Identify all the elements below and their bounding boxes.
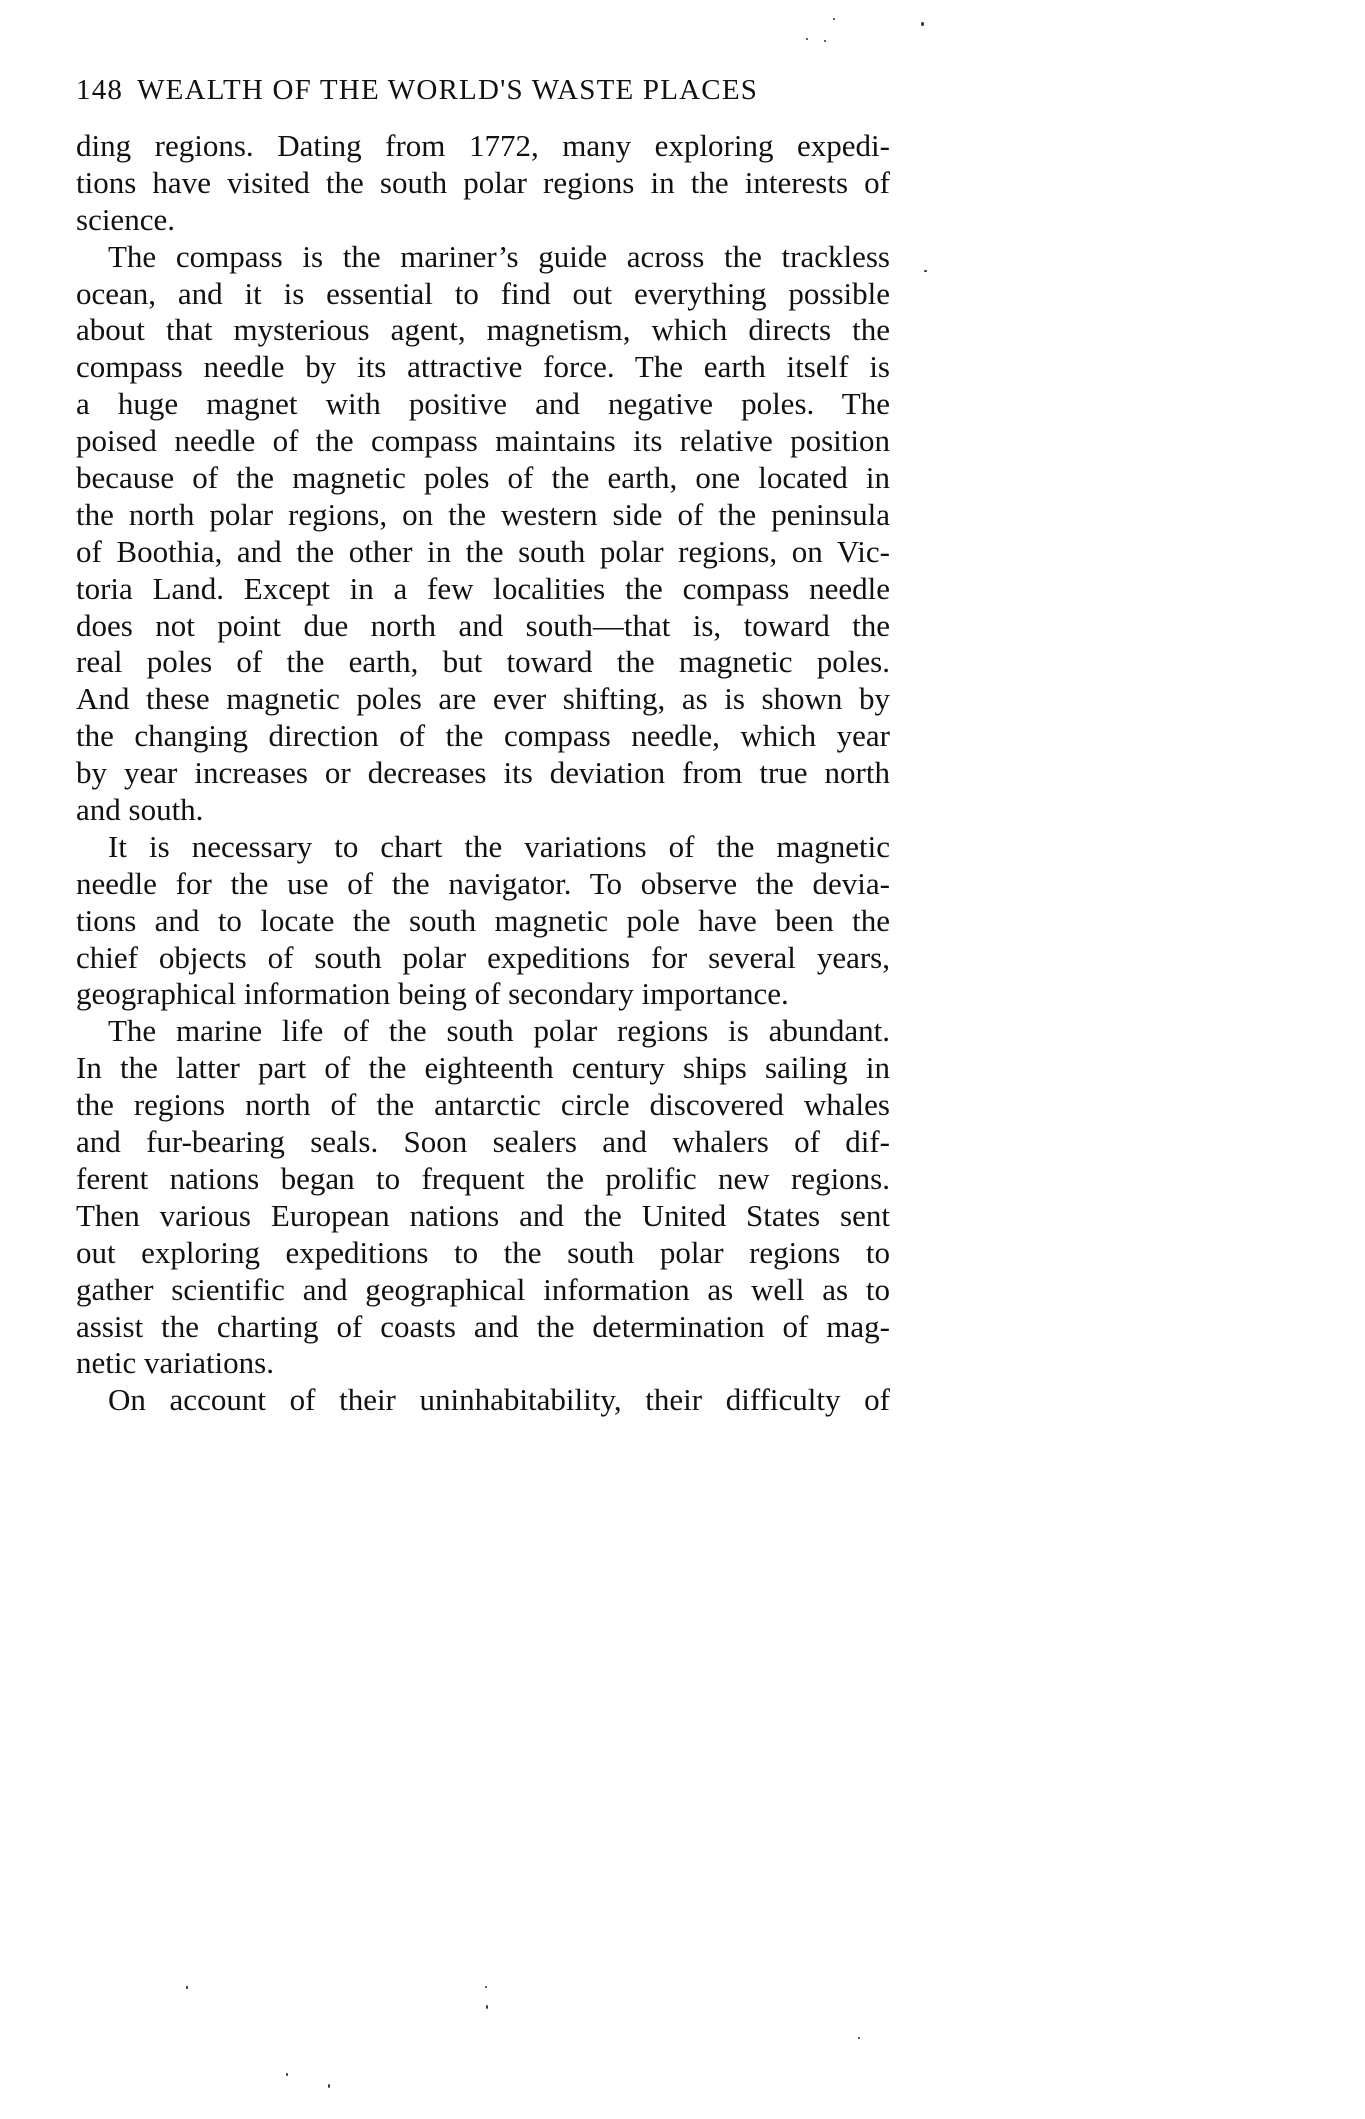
text-line: and fur-bearing seals. Soon sealers and whalers of dif- [76, 1124, 890, 1160]
text-line: the north polar regions, on the western side of the peninsula [76, 496, 890, 532]
text-line: tions have visited the south polar regions in the interests of [76, 164, 890, 200]
text-line: needle for the use of the navigator. To observe the devia- [76, 865, 890, 901]
paragraph [76, 1013, 890, 1382]
text-line: assist the charting of coasts and the determination of mag- [76, 1308, 890, 1344]
text-line: netic variations. [76, 1345, 274, 1381]
text-line: compass needle by its attractive force. The earth itself is [76, 349, 890, 385]
paragraph [76, 829, 890, 1013]
text-line: the regions north of the antarctic circle discovered whales [76, 1087, 890, 1123]
text-line: poised needle of the compass maintains its relative position [76, 423, 890, 459]
text-line: It is necessary to chart the variations of the magnetic [108, 828, 890, 864]
scan-speck [186, 1986, 188, 1989]
text-line: does not point due north and south—that is, toward the [76, 607, 890, 643]
text-line: real poles of the earth, but toward the magnetic poles. [76, 644, 890, 680]
text-line: because of the magnetic poles of the earth, one located in [76, 460, 890, 496]
scan-speck [806, 38, 808, 40]
text-line: by year increases or decreases its deviation from true north [76, 755, 890, 791]
text-line: tions and to locate the south magnetic pole have been the [76, 902, 890, 938]
text-line: chief objects of south polar expeditions for several years, [76, 939, 890, 975]
page-number: 148 [76, 74, 124, 106]
text-line: On account of their uninhabitability, their difficulty of [108, 1382, 890, 1418]
text-line: The compass is the mariner’s guide across the trackless [108, 238, 890, 274]
text-line: ding regions. Dating from 1772, many exploring expedi- [76, 128, 890, 163]
text-line: In the latter part of the eighteenth century ships sailing in [76, 1050, 890, 1086]
scan-speck [858, 2037, 860, 2039]
text-line: geographical information being of secondary importance. [76, 976, 789, 1012]
scan-speck [486, 2005, 488, 2009]
text-line: of Boothia, and the other in the south polar regions, on Vic- [76, 533, 890, 569]
paragraph [76, 128, 890, 239]
text-line: And these magnetic poles are ever shifting, as is shown by [76, 681, 890, 717]
text-line: The marine life of the south polar regions is abundant. [108, 1013, 890, 1049]
text-line: ocean, and it is essential to find out everything possible [76, 275, 890, 311]
text-line: toria Land. Except in a few localities the compass needle [76, 570, 890, 606]
scan-speck [328, 2084, 330, 2088]
scan-speck [485, 1986, 487, 1988]
text-line: Then various European nations and the United States sent [76, 1197, 890, 1233]
paragraph [76, 239, 890, 829]
scan-speck [921, 22, 924, 26]
paragraph [76, 1382, 890, 1419]
scan-speck [833, 18, 835, 20]
book-title-header: WEALTH OF THE WORLD'S WASTE PLACES [137, 74, 759, 106]
scan-speck [924, 270, 927, 272]
scan-speck [824, 40, 826, 42]
scan-speck [286, 2073, 288, 2076]
text-line: ferent nations began to frequent the prolific new regions. [76, 1160, 890, 1196]
text-line: gather scientific and geographical information as well as to [76, 1271, 890, 1307]
text-line: a huge magnet with positive and negative poles. The [76, 386, 890, 422]
text-line: about that mysterious agent, magnetism, which directs the [76, 312, 890, 348]
text-line: science. [76, 201, 175, 237]
running-head [76, 72, 890, 108]
text-line: the changing direction of the compass needle, which year [76, 718, 890, 754]
text-line: and south. [76, 792, 204, 828]
body-text [76, 128, 890, 1419]
text-line: out exploring expeditions to the south polar regions to [76, 1234, 890, 1270]
